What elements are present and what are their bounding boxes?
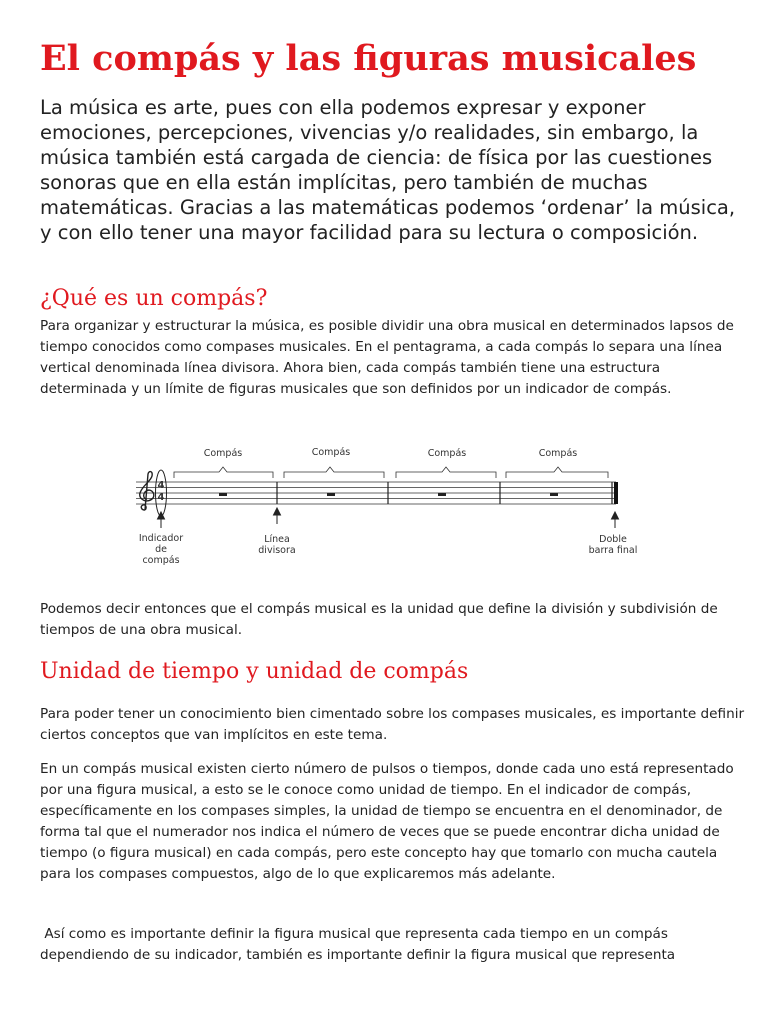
time-signature-denominator: 4 xyxy=(157,492,165,503)
label-divisora-line2: divisora xyxy=(258,545,296,556)
section-heading-unidad: Unidad de tiempo y unidad de compás xyxy=(40,659,469,684)
time-signature-label xyxy=(156,480,166,504)
section2-paragraph-2: En un compás musical existen cierto número de pulsos o tiempos, donde cada uno está representado por una figura musical, a esto se le conoce como unidad de tiempo. En el indicador de compás, específicamente en los compases simples, la unidad de tiempo se encuentra en el denominador, de forma tal que el numerador nos indica el número de veces que se puede encontrar dicha unidad de tiempo (o figura musical) en cada compás, pero este concepto hay que tomarlo con mucha cautela para los compases compuestos, algo de lo que explicaremos más adelante. xyxy=(40,761,734,882)
label-divisora-line1: Línea xyxy=(264,534,290,545)
time-signature-numerator: 4 xyxy=(157,480,165,491)
measure-brackets xyxy=(174,467,608,478)
indicator-arrows xyxy=(158,508,619,528)
paragraph-after-figure: Podemos decir entonces que el compás musical es la unidad que define la división y subdivisión de tiempos de una obra musical. xyxy=(40,601,718,638)
measure-label-2: Compás xyxy=(311,447,351,458)
section2-paragraph-3: Así como es importante definir la figura musical que representa cada tiempo en un compás dependiendo de su indicador, también es importante definir la figura musical que representa xyxy=(40,926,676,963)
label-indicador-line2: de xyxy=(155,544,167,555)
label-doble-line2: barra final xyxy=(588,545,638,556)
label-indicador-line1: Indicador xyxy=(138,533,184,544)
staff-lines xyxy=(136,482,616,504)
label-linea-divisora xyxy=(247,534,307,556)
final-thick-bar xyxy=(614,482,618,504)
measure-label-3: Compás xyxy=(427,448,467,459)
section-paragraph-compas: Para organizar y estructurar la música, es posible dividir una obra musical en determinados lapsos de tiempo conocidos como compases musicales. En el pentagrama, a cada compás lo separa una línea vertical denominada línea divisora. Ahora bien, cada compás también tiene una estructura determinada y un límite de figuras musicales que son definidos por un indicador de compás. xyxy=(40,318,734,397)
staff-svg xyxy=(128,440,648,580)
section-heading-compas: ¿Qué es un compás? xyxy=(40,286,268,311)
measure-diagram xyxy=(128,440,648,580)
measure-label-1: Compás xyxy=(203,448,243,459)
section2-paragraph-1: Para poder tener un conocimiento bien cimentado sobre los compases musicales, es importante definir ciertos conceptos que van implícitos en este tema. xyxy=(40,706,745,743)
intro-paragraph: La música es arte, pues con ella podemos expresar y exponer emociones, percepciones, vivencias y/o realidades, sin embargo, la música también está cargada de ciencia: de física por las cuestiones sonoras que en ella están implícitas, pero también de muchas matemáticas. Gracias a las matemáticas podemos ‘ordenar’ la música, y con ello tener una mayor facilidad para su lectura o composición. xyxy=(40,96,736,244)
label-doble-line1: Doble xyxy=(599,534,627,545)
page-title: El compás y las figuras musicales xyxy=(40,38,697,79)
measure-label-4: Compás xyxy=(538,448,578,459)
label-doble-barra-final xyxy=(578,534,648,556)
label-indicador-line3: compás xyxy=(142,555,180,566)
label-indicador-de-compas xyxy=(131,533,191,566)
